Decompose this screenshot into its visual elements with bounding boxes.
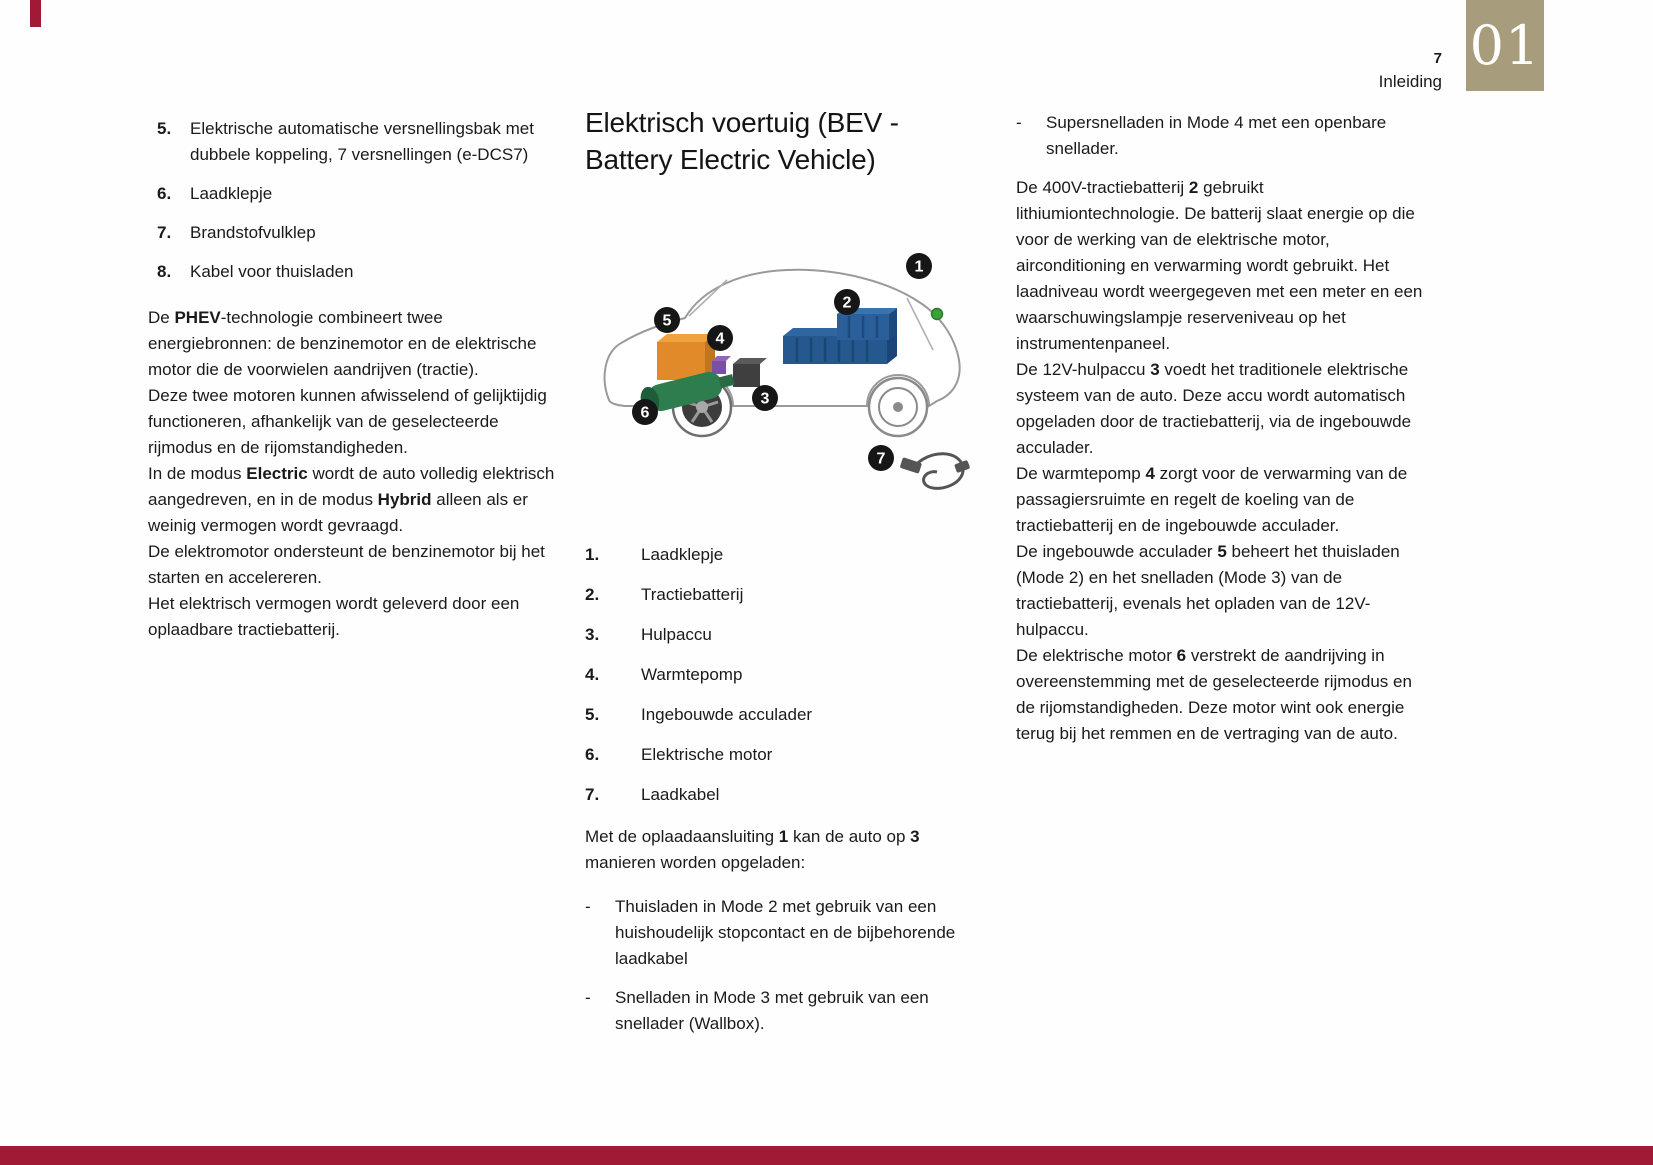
paragraph: De elektrische motor 6 verstrekt de aandrijving in overeenstemming met de geselecteerde rijmodus en de rijomstandigheden. Deze motor wint ook energie terug bij het remmen en de vertraging van de auto. (1016, 646, 1412, 743)
charging-modes-list-continued (1016, 110, 1428, 162)
phev-description (148, 305, 556, 643)
list-item-number: 6. (157, 184, 172, 203)
diagram-legend (585, 542, 989, 808)
diagram-callout-4 (707, 325, 733, 351)
legend-item (585, 582, 989, 608)
diagram-callout-5 (654, 307, 680, 333)
legend-number: 5. (585, 705, 600, 724)
legend-label: Laadkabel (641, 785, 720, 804)
svg-text:6: 6 (640, 404, 650, 422)
list-item-text: Elektrische automatische versnellingsbak met dubbele koppeling, 7 versnellingen (e-DCS7) (190, 119, 534, 164)
diagram-callout-1 (906, 253, 932, 279)
list-item-number: 8. (157, 262, 172, 281)
right-column (1016, 110, 1428, 747)
middle-column (585, 104, 989, 1050)
legend-label: Warmtepomp (641, 665, 743, 684)
legend-item (585, 742, 989, 768)
legend-label: Tractiebatterij (641, 585, 744, 604)
list-item (157, 220, 556, 246)
diagram-callout-7 (868, 445, 894, 471)
legend-item (585, 622, 989, 648)
paragraph: De warmtepomp 4 zorgt voor de verwarming van de passagiersruimte en regelt de koeling van de tractiebatterij en de ingebouwde acculader. (1016, 464, 1408, 535)
legend-number: 7. (585, 785, 600, 804)
list-item-text: Brandstofvulklep (190, 223, 316, 242)
legend-label: Ingebouwde acculader (641, 705, 813, 724)
list-item-text: Laadklepje (190, 184, 273, 203)
dash-item (585, 985, 989, 1037)
legend-number: 1. (585, 545, 600, 564)
dash-text: Snelladen in Mode 3 met gebruik van een snellader (Wallbox). (615, 988, 929, 1033)
bottom-accent-bar (0, 1146, 1653, 1165)
legend-number: 6. (585, 745, 600, 764)
bev-description (1016, 175, 1428, 747)
page-number: 7 (1433, 50, 1442, 67)
diagram-callout-6 (632, 399, 658, 425)
dash-marker: - (1016, 113, 1022, 132)
legend-item (585, 662, 989, 688)
rear-wheel (869, 378, 927, 436)
charging-intro (585, 824, 989, 876)
charge-port-dot (932, 309, 943, 320)
paragraph: De ingebouwde acculader 5 beheert het thuisladen (Mode 2) en het snelladen (Mode 3) van de tractiebatterij, evenals het opladen van de 12V-hulpaccu. (1016, 542, 1400, 639)
charging-cable (900, 454, 971, 489)
dash-item (585, 894, 989, 972)
list-item (157, 181, 556, 207)
legend-number: 2. (585, 585, 600, 604)
list-item (157, 259, 556, 285)
paragraph: De 12V-hulpaccu 3 voedt het traditionele elektrische systeem van de auto. Deze accu wordt automatisch opgeladen door de tractiebatterij, via de ingebouwde acculader. (1016, 360, 1412, 457)
svg-text:2: 2 (842, 294, 852, 312)
legend-label: Laadklepje (641, 545, 724, 564)
left-column (148, 116, 556, 643)
bev-heading: Elektrisch voertuig (BEV - Battery Electric Vehicle) (585, 107, 899, 175)
paragraph: Deze twee motoren kunnen afwisselend of gelijktijdig functioneren, afhankelijk van de geselecteerde rijmodus en de rijomstandigheden. (148, 386, 547, 457)
legend-number: 4. (585, 665, 600, 684)
legend-number: 3. (585, 625, 600, 644)
paragraph: Met de oplaadaansluiting 1 kan de auto op 3 manieren worden opgeladen: (585, 827, 920, 872)
numbered-list-continued (148, 116, 556, 285)
list-item (157, 116, 556, 168)
dash-marker: - (585, 988, 591, 1007)
legend-item (585, 702, 989, 728)
list-item-text: Kabel voor thuisladen (190, 262, 354, 281)
legend-label: Elektrische motor (641, 745, 773, 764)
dash-marker: - (585, 897, 591, 916)
legend-label: Hulpaccu (641, 625, 712, 644)
svg-text:5: 5 (662, 312, 672, 330)
legend-item (585, 782, 989, 808)
paragraph: Het elektrisch vermogen wordt geleverd door een oplaadbare tractiebatterij. (148, 594, 520, 639)
svg-text:7: 7 (876, 450, 886, 468)
paragraph: In de modus Electric wordt de auto volledig elektrisch aangedreven, en in de modus Hybrid alleen als er weinig vermogen wordt gevraagd. (148, 464, 555, 535)
svg-text:3: 3 (760, 390, 770, 408)
section-title: Inleiding (1378, 72, 1442, 91)
dash-text: Supersnelladen in Mode 4 met een openbare snellader. (1046, 113, 1387, 158)
svg-text:1: 1 (914, 258, 924, 276)
list-item-number: 5. (157, 119, 172, 138)
diagram-callout-2 (834, 289, 860, 315)
legend-item (585, 542, 989, 568)
top-left-accent-mark (30, 0, 41, 27)
paragraph: De 400V-tractiebatterij 2 gebruikt lithiumiontechnologie. De batterij slaat energie op die voor de werking van de elektrische motor, airconditioning en verwarming wordt gebruikt. Het laadniveau wordt weergegeven met een meter en een waarschuwingslampje reserveniveau op het instrumentenpaneel. (1016, 178, 1423, 353)
chapter-number: 01 (1469, 13, 1541, 77)
list-item-number: 7. (157, 223, 172, 242)
charging-modes-list (585, 894, 989, 1037)
chapter-badge (1466, 0, 1544, 91)
dash-text: Thuisladen in Mode 2 met gebruik van een huishoudelijk stopcontact en de bijbehorende laadkabel (615, 897, 956, 968)
paragraph: De elektromotor ondersteunt de benzinemotor bij het starten en accelereren. (148, 542, 545, 587)
paragraph: De PHEV-technologie combineert twee energiebronnen: de benzinemotor en de elektrische motor die de voorwielen aandrijven (tractie). (148, 308, 537, 379)
dash-item (1016, 110, 1428, 162)
bev-cutaway-diagram (585, 202, 985, 532)
diagram-callout-3 (752, 385, 778, 411)
svg-text:4: 4 (715, 330, 725, 348)
